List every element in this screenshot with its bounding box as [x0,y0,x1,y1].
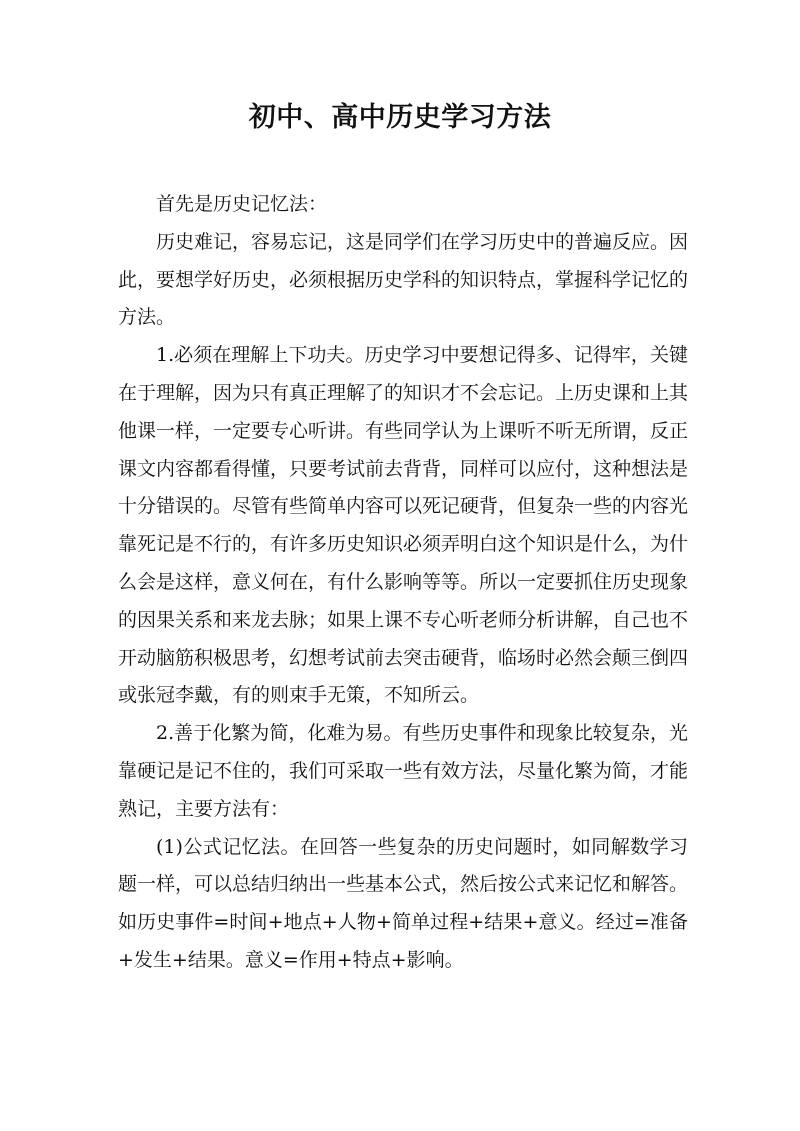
document-title: 初中、高中历史学习方法 [248,102,552,133]
paragraph-point-1-understanding: 1.必须在理解上下功夫。历史学习中要想记得多、记得牢，关键在于理解，因为只有真正理解了的知识才不会忘记。上历史课和上其他课一样，一定要专心听讲。有些同学认为上课听不听无所谓，反正课文内容都看得懂，只要考试前去背背，同样可以应付，这种想法是十分错误的。尽管有些简单内容可以死记硬背，但复杂一些的内容光靠死记是不行的，有许多历史知识必须弄明白这个知识是什么，为什么会是这样，意义何在，有什么影响等等。所以一定要抓住历史现象的因果关系和来龙去脉；如果上课不专心听老师分析讲解，自己也不开动脑筋积极思考，幻想考试前去突击硬背，临场时必然会颠三倒四或张冠李戴，有的则束手无策，不知所云。 [118,344,689,707]
paragraph-difficulty: 历史难记，容易忘记，这是同学们在学习历史中的普遍反应。因此，要想学好历史，必须根据历史学科的知识特点，掌握科学记忆的方法。 [118,230,689,329]
paragraph-point-2-simplify: 2.善于化繁为简，化难为易。有些历史事件和现象比较复杂，光靠硬记是记不住的，我们可采取一些有效方法，尽量化繁为简，才能熟记，主要方法有： [118,722,689,820]
paragraph-intro: 首先是历史记忆法： [156,193,328,215]
paragraph-formula-method: (1)公式记忆法。在回答一些复杂的历史问题时，如同解数学习题一样，可以总结归纳出一些基本公式，然后按公式来记忆和解答。如历史事件=时间+地点+人物+简单过程+结果+意义。经过=准备+发生+结果。意义=作用+特点+影响。 [118,835,689,971]
document-body [118,186,688,980]
